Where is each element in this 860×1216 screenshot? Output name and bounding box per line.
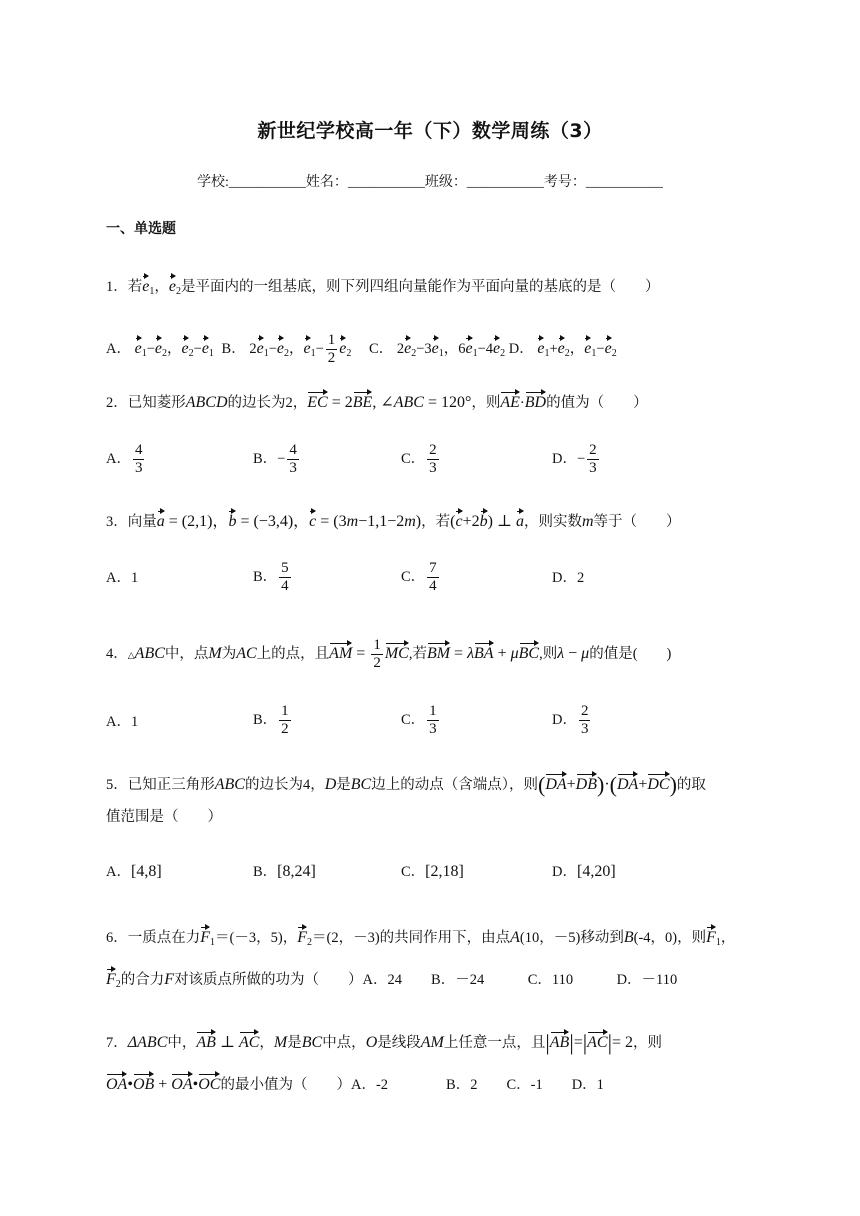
q4-option-c: C． $\frac{1}{3}$: [401, 703, 437, 737]
q2-option-b: B．− $\frac{4}{3}$: [253, 442, 297, 476]
question-6-stem-line2: $F_2$的合力F对该质点所做的功为（ ）A．24 B．－24 C．110 D．－110: [106, 966, 677, 995]
q1-option-b: B．: [221, 340, 246, 357]
q4-option-b: B． $\frac{1}{2}$: [253, 703, 289, 737]
q2-option-c: C． $\frac{2}{3}$: [401, 442, 437, 476]
q3-option-c: C． $\frac{7}{4}$: [401, 560, 437, 594]
question-2-stem: 2．已知菱形ABCD的边长为2，EC = 2BE, ∠ABC = 120°，则AE·BD的值为（ ）: [106, 389, 648, 413]
student-info-line: 学校:___________姓名：___________班级：___________考号：___________: [197, 175, 663, 190]
q5-option-d: D．[4,20]: [552, 863, 616, 880]
q1-option-c: C．: [369, 340, 394, 357]
q5-option-b: B．[8,24]: [253, 863, 316, 880]
q1-option-d: D．: [508, 340, 534, 357]
q4-option-d: D． $\frac{2}{3}$: [552, 703, 589, 737]
question-7-stem: 7．ΔABC中，AB ⊥ AC，M是BC中点，O是线段AM上任意一点，且|AB|=|AC|= 2，则: [106, 1030, 663, 1055]
question-6-stem: 6．一质点在力$F_1=(-3$，5)，$F_2=(2$，－3)的共同作用下，由点A(10，－5)移动到B(-4，0)，则$F_1$，: [106, 924, 735, 953]
q1-option-a: A．: [106, 340, 131, 357]
question-5-stem-line2: 值范围是（ ）: [106, 809, 222, 825]
q3-option-a: A．1: [106, 570, 139, 586]
q2-option-a: A． $\frac{4}{3}$: [106, 442, 143, 476]
q5-option-c: C．[2,18]: [401, 863, 464, 880]
question-3-stem: 3．向量a = (2,1)，b = (−3,4)，c = (3m−1,1−2m)，若(c+2b) ⊥ a，则实数m等于（ ）: [106, 508, 681, 532]
question-1-stem: 1．若$e_1$，$e_2$是平面内的一组基底，则下列四组向量能作为平面向量的基底的是（ ）: [106, 273, 659, 302]
question-4-stem: 4．△ABC中，点M为AC上的点，且AM = $\frac{1}{2}$ MC,若BM = λBA + μBC,则λ − μ的值是( ): [106, 637, 672, 671]
page-title: 新世纪学校高一年（下）数学周练（3）: [257, 120, 603, 142]
q2-option-d: D．− $\frac{2}{3}$: [552, 442, 597, 476]
section-heading: 一、单选题: [106, 221, 176, 237]
question-1-options: A． $e_1-e_2$，$e_2-e_1$ B． $2e_1-e_2$，$e_1-$ $\frac{1}{2}$ $e_2$ C． $2e_2-3e_1$，$6e_1-4e_2$ D． $e_1+e_2$，$e_1-e_2$: [106, 332, 617, 366]
question-5-stem: 5．已知正三角形ABC的边长为4，D是BC边上的动点（含端点），则(DA+DB)·(DA+DC)的取: [106, 772, 706, 797]
q3-option-b: B． $\frac{5}{4}$: [253, 560, 289, 594]
q3-option-d: D．2: [552, 570, 585, 586]
question-7-stem-line2: OA•OB + OA•OC的最小值为（ ）A．-2 B．2 C．-1 D．1: [106, 1071, 604, 1095]
q4-option-a: A．1: [106, 714, 139, 730]
q5-option-a: A．[4,8]: [106, 863, 162, 880]
